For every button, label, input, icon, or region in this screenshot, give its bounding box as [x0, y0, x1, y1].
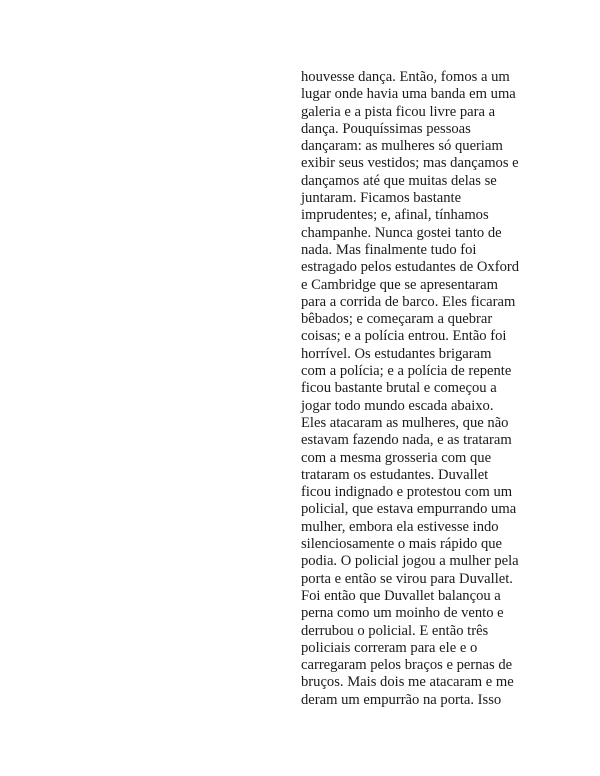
text-line: champanhe. Nunca gostei tanto de — [301, 224, 502, 241]
text-line: policiais correram para ele e o — [301, 639, 478, 656]
text-line: porta e então se virou para Duvallet. — [301, 570, 513, 587]
text-line: dança. Pouquíssimas pessoas — [301, 120, 471, 137]
body-text-column — [301, 69, 541, 709]
text-line: estavam fazendo nada, e as trataram — [301, 432, 512, 449]
text-line: imprudentes; e, afinal, tínhamos — [301, 207, 489, 224]
text-line: estragado pelos estudantes de Oxford — [301, 259, 520, 276]
text-line: carregaram pelos braços e pernas de — [301, 657, 513, 674]
text-line: lugar onde havia uma banda em uma — [301, 86, 516, 103]
text-line: silenciosamente o mais rápido que — [301, 536, 503, 553]
text-line: para a corrida de barco. Eles ficaram — [301, 293, 516, 310]
text-line: derrubou o policial. E então três — [301, 622, 489, 639]
text-line: com a mesma grosseria com que — [301, 449, 492, 466]
text-line: bêbados; e começaram a quebrar — [301, 311, 493, 328]
text-line: houvesse dança. Então, fomos a um — [301, 69, 510, 85]
text-line: ficou indignado e protestou com um — [301, 484, 513, 501]
text-line: policial, que estava empurrando uma — [301, 501, 517, 518]
text-line: dançamos até que muitas delas se — [301, 172, 497, 189]
text-line: jogar todo mundo escada abaixo. — [301, 397, 494, 414]
text-line: ficou bastante brutal e começou a — [301, 380, 497, 397]
text-line: Foi então que Duvallet balançou a — [301, 587, 501, 604]
text-line: e Cambridge que se apresentaram — [301, 276, 498, 293]
text-line: mulher, embora ela estivesse indo — [301, 518, 499, 535]
text-line: trataram os estudantes. Duvallet — [301, 466, 489, 483]
text-line: coisas; e a polícia entrou. Então foi — [301, 328, 507, 345]
text-line: deram um empurrão na porta. Isso — [301, 691, 502, 708]
text-line: com a polícia; e a polícia de repente — [301, 363, 512, 380]
text-line: dançaram: as mulheres só queriam — [301, 138, 503, 155]
text-line: nada. Mas finalmente tudo foi — [301, 241, 477, 258]
text-line: bruços. Mais dois me atacaram e me — [301, 674, 514, 691]
text-line: horrível. Os estudantes brigaram — [301, 345, 492, 362]
text-line: perna como um moinho de vento e — [301, 605, 504, 622]
text-line: Eles atacaram as mulheres, que não — [301, 414, 509, 431]
text-line: exibir seus vestidos; mas dançamos e — [301, 155, 519, 172]
text-line: galeria e a pista ficou livre para a — [301, 103, 496, 120]
text-line: juntaram. Ficamos bastante — [301, 190, 462, 207]
text-line: podia. O policial jogou a mulher pela — [301, 553, 519, 570]
